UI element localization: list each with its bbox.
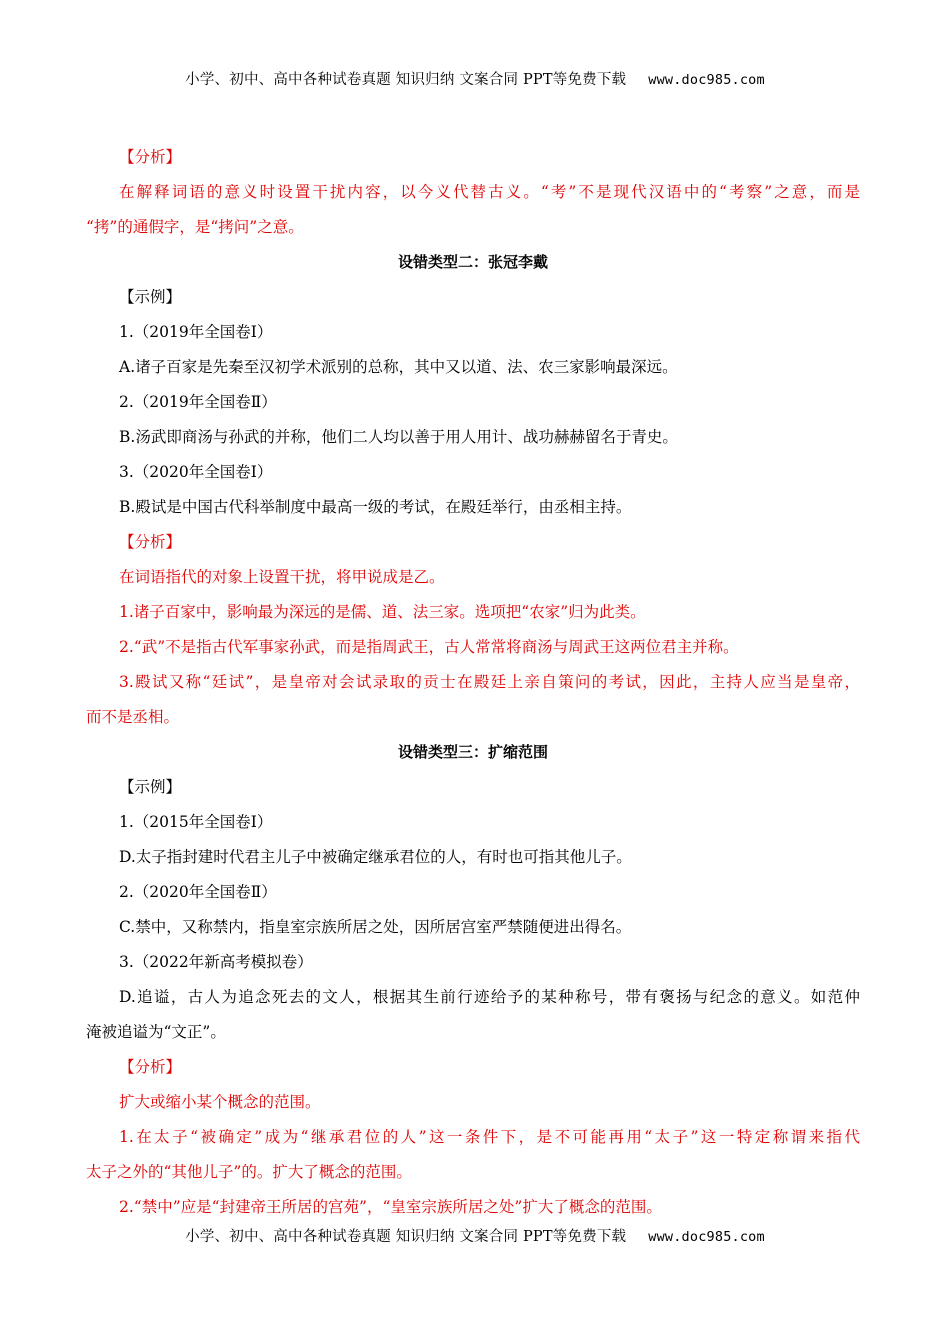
analysis-point: 2.“武”不是指古代军事家孙武，而是指周武王，古人常常将商汤与周武王这两位君主并称。 [119,638,739,656]
page-header [0,68,950,89]
example-label: 【示例】 [119,778,182,796]
example-text: B.汤武即商汤与孙武的并称，他们二人均以善于用人用计、战功赫赫留名于青史。 [119,428,678,446]
analysis-point: 2.“禁中”应是“封建帝王所居的宫苑”，“皇室宗族所居之处”扩大了概念的范围。 [119,1198,662,1216]
example-text: D.追谥，古人为追念死去的文人，根据其生前行迹给予的某种称号，带有褒扬与纪念的意义。如范仲 [119,988,860,1006]
example-source: 3.（2020年全国卷Ⅰ） [119,463,273,481]
page-footer [0,1225,950,1246]
example-source: 2.（2020年全国卷Ⅱ） [119,883,277,901]
analysis-label: 【分析】 [119,1058,182,1076]
example-text: C.禁中，又称禁内，指皇室宗族所居之处，因所居宫室严禁随便进出得名。 [119,918,632,936]
example-source: 1.（2019年全国卷Ⅰ） [119,323,273,341]
analysis-text-continued: “拷”的通假字，是“拷问”之意。 [86,218,304,236]
example-source: 3.（2022年新高考模拟卷） [119,953,313,971]
header-text: 小学、初中、高中各种试卷真题 知识归纳 文案合同 PPT等免费下载 [185,72,627,88]
document-body [86,140,860,1225]
analysis-label: 【分析】 [119,148,182,166]
analysis-point: 1.诸子百家中，影响最为深远的是儒、道、法三家。选项把“农家”归为此类。 [119,603,646,621]
analysis-point: 3.殿试又称“廷试”，是皇帝对会试录取的贡士在殿廷上亲自策问的考试，因此，主持人应当是皇帝， [119,673,860,691]
example-label: 【示例】 [119,288,182,306]
section-title: 设错类型三：扩缩范围 [397,743,548,761]
analysis-point-continued: 太子之外的“其他儿子”的。扩大了概念的范围。 [86,1163,412,1181]
section-title: 设错类型二：张冠李戴 [397,253,548,271]
analysis-point: 1.在太子“被确定”成为“继承君位的人”这一条件下，是不可能再用“太子”这一特定称谓来指代 [119,1128,860,1146]
example-text: A.诸子百家是先秦至汉初学术派别的总称，其中又以道、法、农三家影响最深远。 [119,358,678,376]
analysis-intro: 扩大或缩小某个概念的范围。 [119,1093,321,1111]
footer-text: 小学、初中、高中各种试卷真题 知识归纳 文案合同 PPT等免费下载 [185,1229,627,1245]
header-site-link[interactable]: www.doc985.com [648,72,765,88]
example-source: 1.（2015年全国卷Ⅰ） [119,813,273,831]
example-text: B.殿试是中国古代科举制度中最高一级的考试，在殿廷举行，由丞相主持。 [119,498,632,516]
analysis-label: 【分析】 [119,533,182,551]
analysis-intro: 在词语指代的对象上设置干扰，将甲说成是乙。 [119,568,445,586]
footer-site-link[interactable]: www.doc985.com [648,1229,765,1245]
analysis-point-continued: 而不是丞相。 [86,708,180,726]
example-text-continued: 淹被追谥为“文正”。 [86,1023,226,1041]
example-text: D.太子指封建时代君主儿子中被确定继承君位的人，有时也可指其他儿子。 [119,848,632,866]
example-source: 2.（2019年全国卷Ⅱ） [119,393,277,411]
analysis-text: 在解释词语的意义时设置干扰内容，以今义代替古义。“考”不是现代汉语中的“考察”之意，而是 [119,183,860,201]
